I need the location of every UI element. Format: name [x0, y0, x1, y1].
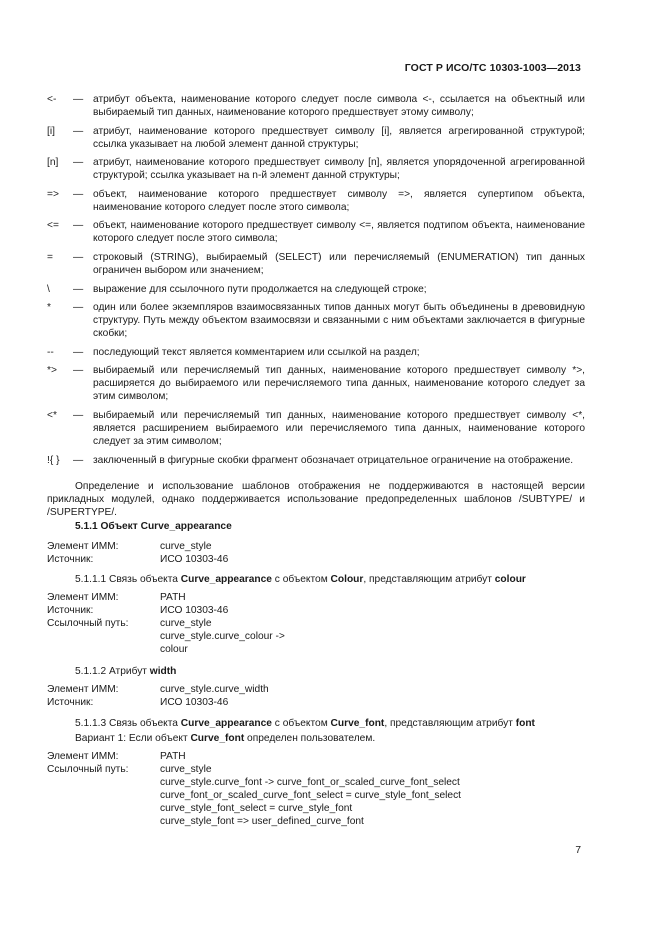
path-line: curve_style.curve_font -> curve_font_or_scaled_curve_font_select [160, 777, 460, 788]
element-value: curve_style [160, 541, 212, 552]
definition-text: объект, наименование которого предшествует символу <=, является подтипом объекта, наименование которого следует после этого символа; [93, 220, 585, 245]
definition-item [47, 93, 585, 119]
variant-entity: Curve_font [190, 733, 245, 744]
source-value: ИСО 10303-46 [160, 605, 229, 616]
heading-attribute: font [515, 718, 535, 729]
definition-dash: — [73, 409, 84, 421]
heading-text: 5.1.1.2 Атрибут [75, 666, 150, 677]
definition-item [47, 364, 585, 403]
definitions-list [47, 93, 585, 472]
definition-dash: — [73, 220, 84, 232]
definition-dash: — [73, 251, 84, 263]
mapping-row [47, 763, 585, 828]
heading-text: , представляющим атрибут [363, 574, 495, 585]
heading-text: 5.1.1.3 Связь объекта [75, 718, 181, 729]
element-value: curve_style.curve_width [160, 684, 269, 695]
section-5-1-1-2 [47, 665, 585, 709]
definition-symbol: *> [47, 365, 57, 377]
mapping-row [47, 683, 585, 696]
definition-text: выбираемый или перечисляемый тип данных, наименование которого предшествует символу <*, является расширением выбираемого или перечисляемого типа данных, наименование которого следует за этим символом; [93, 409, 585, 447]
section-heading [47, 665, 585, 678]
definition-item [47, 283, 585, 296]
definition-text: объект, наименование которого предшествует символу =>, является супертипом объекта, наименование которого следует после этого символа; [93, 188, 585, 213]
section-5-1-1 [47, 520, 585, 566]
definition-symbol: * [47, 302, 51, 314]
source-label: Источник: [47, 605, 94, 616]
page-header: ГОСТ Р ИСО/ТС 10303-1003—2013 [404, 62, 581, 74]
section-heading [47, 573, 585, 586]
heading-text: с объектом [271, 574, 331, 585]
definition-text: один или более экземпляров взаимосвязанных типов данных могут быть объединены в древовидную структуру. Путь между объектом взаимосвязи и связанными с ним объектами заключается в фигурные скобки; [93, 302, 585, 340]
definition-dash: — [73, 125, 84, 137]
definition-dash: — [73, 302, 84, 314]
definition-dash: — [73, 94, 84, 105]
heading-text: с объектом [271, 718, 331, 729]
mapping-row [47, 696, 585, 709]
reference-path-label: Ссылочный путь: [47, 618, 129, 629]
variant-note [47, 732, 585, 745]
definition-item [47, 188, 585, 214]
definition-item [47, 156, 585, 182]
definition-text: атрибут, наименование которого предшествует символу [i], является агрегированной структурой; ссылка указывает на любой элемент данной структуры; [93, 125, 585, 150]
definition-text: заключенный в фигурные скобки фрагмент обозначает отрицательное ограничение на отображение. [93, 454, 574, 466]
section-heading [47, 520, 585, 533]
element-value: PATH [160, 751, 186, 762]
path-line: curve_style [160, 764, 212, 775]
source-label: Источник: [47, 697, 94, 708]
definition-item [47, 346, 585, 359]
definition-symbol: <* [47, 409, 57, 421]
mapping-row [47, 540, 585, 553]
heading-entity: Curve_appearance [180, 718, 272, 729]
definition-dash: — [73, 454, 84, 466]
definition-item [47, 454, 585, 467]
element-label: Элемент ИММ: [47, 541, 119, 552]
mapping-row [47, 617, 585, 656]
source-value: ИСО 10303-46 [160, 554, 229, 565]
definition-text: атрибут объекта, наименование которого следует после символа <-, ссылается на объектный или выбираемый тип данных, наименование которого предшествует этому символу; [93, 94, 585, 118]
definition-dash: — [73, 157, 84, 169]
definition-item [47, 251, 585, 277]
path-line: curve_style.curve_colour -> [160, 631, 285, 642]
heading-entity: Curve_font [330, 718, 385, 729]
definition-text: строковый (STRING), выбираемый (SELECT) или перечисляемый (ENUMERATION) тип данных ограничен выбором или значением; [93, 251, 585, 276]
definition-symbol: !{ } [47, 454, 60, 466]
variant-text: Вариант 1: Если объект [75, 733, 191, 744]
element-value: PATH [160, 592, 186, 603]
element-label: Элемент ИММ: [47, 684, 119, 695]
definition-symbol: [i] [47, 125, 55, 137]
page-number: 7 [575, 845, 581, 856]
definition-symbol: \ [47, 283, 50, 295]
definition-symbol: <= [47, 220, 59, 232]
definition-symbol: [n] [47, 157, 59, 169]
definition-text: выражение для ссылочного пути продолжается на следующей строке; [93, 283, 427, 295]
element-label: Элемент ИММ: [47, 592, 119, 603]
path-line: curve_style [160, 618, 212, 629]
definition-dash: — [73, 188, 84, 200]
heading-attribute: width [149, 666, 177, 677]
section-number: 5.1.1 Объект [75, 521, 141, 532]
path-line: curve_font_or_scaled_curve_font_select = curve_style_font_select [160, 790, 461, 801]
definition-text: атрибут, наименование которого предшествует символу [n], является упорядоченной агрегированной структурой; ссылка указывает на n-й элемент данной структуры; [93, 157, 585, 182]
mapping-row [47, 591, 585, 604]
variant-text: определен пользователем. [244, 733, 376, 744]
path-line: curve_style_font => user_defined_curve_font [160, 816, 364, 827]
definition-item [47, 219, 585, 245]
definition-symbol: => [47, 188, 59, 200]
definition-text: выбираемый или перечисляемый тип данных, наименование которого предшествует символу *>, расширяется до выбираемого или перечисляемого типа данных, наименование которого следует за этим символом; [93, 365, 585, 403]
section-heading [47, 717, 585, 730]
mapping-row [47, 750, 585, 763]
heading-entity: Colour [330, 574, 364, 585]
entity-name: Curve_appearance [140, 521, 232, 532]
reference-path [160, 617, 585, 656]
mapping-row [47, 604, 585, 617]
mapping-row [47, 553, 585, 566]
definition-dash: — [73, 346, 84, 358]
reference-path [160, 763, 585, 828]
path-line: colour [160, 644, 188, 655]
definition-item [47, 301, 585, 340]
definition-symbol: = [47, 251, 53, 263]
reference-path-label: Ссылочный путь: [47, 764, 129, 775]
source-label: Источник: [47, 554, 94, 565]
element-label: Элемент ИММ: [47, 751, 119, 762]
heading-attribute: colour [494, 574, 526, 585]
definition-text: последующий текст является комментарием или ссылкой на раздел; [93, 346, 420, 358]
section-5-1-1-3 [47, 717, 585, 828]
definition-symbol: -- [47, 346, 54, 358]
heading-entity: Curve_appearance [180, 574, 272, 585]
heading-text: , представляющим атрибут [384, 718, 516, 729]
body-paragraph: Определение и использование шаблонов отображения не поддерживаются в настоящей версии прикладных модулей, однако поддерживается использование предопределенных шаблонов /SUBTYPE/ и /SUPERTYPE/. [47, 481, 585, 518]
heading-text: 5.1.1.1 Связь объекта [75, 574, 181, 585]
source-value: ИСО 10303-46 [160, 697, 229, 708]
definition-item [47, 409, 585, 448]
definition-dash: — [73, 283, 84, 295]
section-5-1-1-1 [47, 573, 585, 656]
definition-symbol: <- [47, 94, 57, 105]
path-line: curve_style_font_select = curve_style_font [160, 803, 353, 814]
definition-item [47, 125, 585, 151]
definition-dash: — [73, 365, 84, 377]
